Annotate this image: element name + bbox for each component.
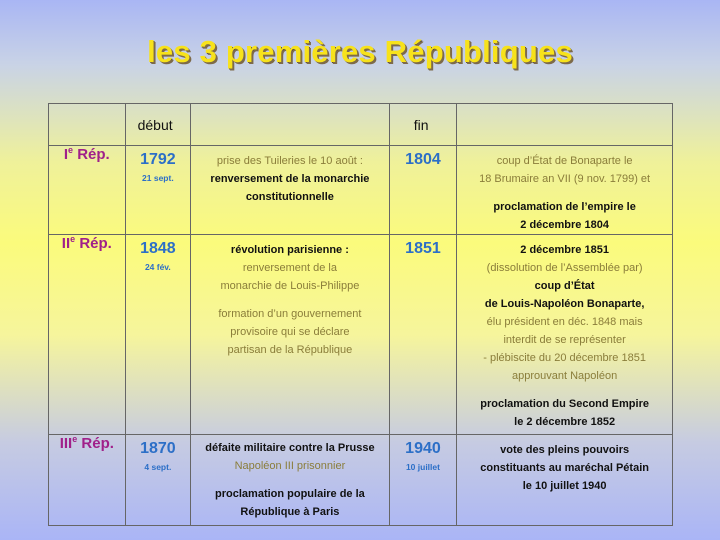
event-line: proclamation populaire de la bbox=[215, 488, 365, 500]
republic-superscript: e bbox=[70, 234, 76, 244]
start-year: 1870 bbox=[140, 440, 176, 457]
page-title: les 3 premières Républiques bbox=[147, 34, 573, 69]
event-line: constitutionnelle bbox=[245, 191, 334, 203]
end-events-cell bbox=[457, 435, 673, 526]
start-date: 24 fév. bbox=[144, 262, 171, 272]
republic-label-cell bbox=[49, 435, 126, 526]
event-line: le 2 décembre 1852 bbox=[514, 416, 616, 428]
event-line: formation d’un gouvernement bbox=[218, 308, 362, 320]
event-line: monarchie de Louis-Philippe bbox=[220, 280, 360, 292]
start-events-cell bbox=[191, 435, 390, 526]
event-line: révolution parisienne : bbox=[230, 244, 349, 256]
republic-label: Rép. bbox=[77, 146, 110, 163]
start-date: 4 sept. bbox=[144, 462, 172, 472]
republic-number: II bbox=[61, 235, 71, 252]
event-line: vote des pleins pouvoirs bbox=[500, 444, 630, 456]
end-events bbox=[457, 146, 672, 234]
start-events-cell bbox=[191, 235, 390, 435]
start-date-cell bbox=[125, 235, 191, 435]
table-row bbox=[49, 146, 673, 235]
event-line: prise des Tuileries le 10 août : bbox=[216, 155, 363, 167]
header-empty-cell bbox=[191, 104, 390, 146]
event-line: République à Paris bbox=[240, 506, 340, 518]
end-date-cell bbox=[389, 435, 457, 526]
event-line: constituants au maréchal Pétain bbox=[480, 462, 649, 474]
event-line: (dissolution de l’Assemblée par) bbox=[486, 262, 643, 274]
end-date: 10 juillet bbox=[405, 462, 440, 472]
end-events-cell bbox=[457, 235, 673, 435]
event-line: approuvant Napoléon bbox=[512, 370, 618, 382]
start-events bbox=[191, 146, 389, 206]
end-year: 1851 bbox=[405, 240, 441, 257]
start-events bbox=[191, 435, 389, 521]
header-debut: début bbox=[125, 104, 191, 146]
republic-superscript: e bbox=[68, 145, 74, 155]
event-line: renversement de la bbox=[242, 262, 337, 274]
event-line: proclamation du Second Empire bbox=[480, 398, 649, 410]
event-gap bbox=[461, 385, 668, 395]
end-events bbox=[457, 435, 672, 495]
end-events-cell bbox=[457, 146, 673, 235]
republic-superscript: e bbox=[72, 434, 78, 444]
event-line: interdit de se représenter bbox=[503, 334, 626, 346]
event-gap bbox=[195, 295, 385, 305]
event-line: Napoléon III prisonnier bbox=[234, 460, 346, 472]
republic-label: Rép. bbox=[81, 435, 114, 452]
event-gap bbox=[461, 188, 668, 198]
start-events bbox=[191, 235, 389, 359]
event-line: 2 décembre 1804 bbox=[520, 219, 609, 231]
republic-number: III bbox=[59, 435, 73, 452]
event-line: coup d’État bbox=[534, 280, 595, 292]
event-line: - plébiscite du 20 décembre 1851 bbox=[483, 352, 646, 364]
start-date-cell bbox=[125, 435, 191, 526]
republics-table bbox=[48, 103, 673, 526]
event-line: défaite militaire contre la Prusse bbox=[205, 442, 375, 454]
republic-number: I bbox=[63, 146, 69, 163]
end-date-cell bbox=[389, 146, 457, 235]
end-year: 1804 bbox=[405, 151, 441, 168]
event-line: renversement de la monarchie bbox=[210, 173, 370, 185]
table-row bbox=[49, 235, 673, 435]
start-year: 1848 bbox=[140, 240, 176, 257]
end-date-cell bbox=[389, 235, 457, 435]
header-fin: fin bbox=[389, 104, 457, 146]
event-line: 18 Brumaire an VII (9 nov. 1799) et bbox=[479, 173, 651, 185]
republic-label-cell bbox=[49, 235, 126, 435]
start-date: 21 sept. bbox=[142, 173, 174, 183]
start-year: 1792 bbox=[140, 151, 176, 168]
table-row bbox=[49, 435, 673, 526]
event-line: élu président en déc. 1848 mais bbox=[486, 316, 643, 328]
republic-label: Rép. bbox=[79, 235, 112, 252]
event-line: coup d’État de Bonaparte le bbox=[496, 155, 633, 167]
event-line: provisoire qui se déclare bbox=[230, 326, 350, 338]
header-row bbox=[49, 104, 673, 146]
end-year: 1940 bbox=[405, 440, 441, 457]
republic-label-cell bbox=[49, 146, 126, 235]
event-line: de Louis-Napoléon Bonaparte, bbox=[484, 298, 645, 310]
end-events bbox=[457, 235, 672, 431]
event-line: proclamation de l’empire le bbox=[493, 201, 636, 213]
start-events-cell bbox=[191, 146, 390, 235]
event-line: le 10 juillet 1940 bbox=[522, 480, 607, 492]
event-line: partisan de la République bbox=[227, 344, 353, 356]
header-empty-cell bbox=[49, 104, 126, 146]
event-line: 2 décembre 1851 bbox=[520, 244, 609, 256]
event-gap bbox=[195, 475, 385, 485]
header-empty-cell bbox=[457, 104, 673, 146]
start-date-cell bbox=[125, 146, 191, 235]
